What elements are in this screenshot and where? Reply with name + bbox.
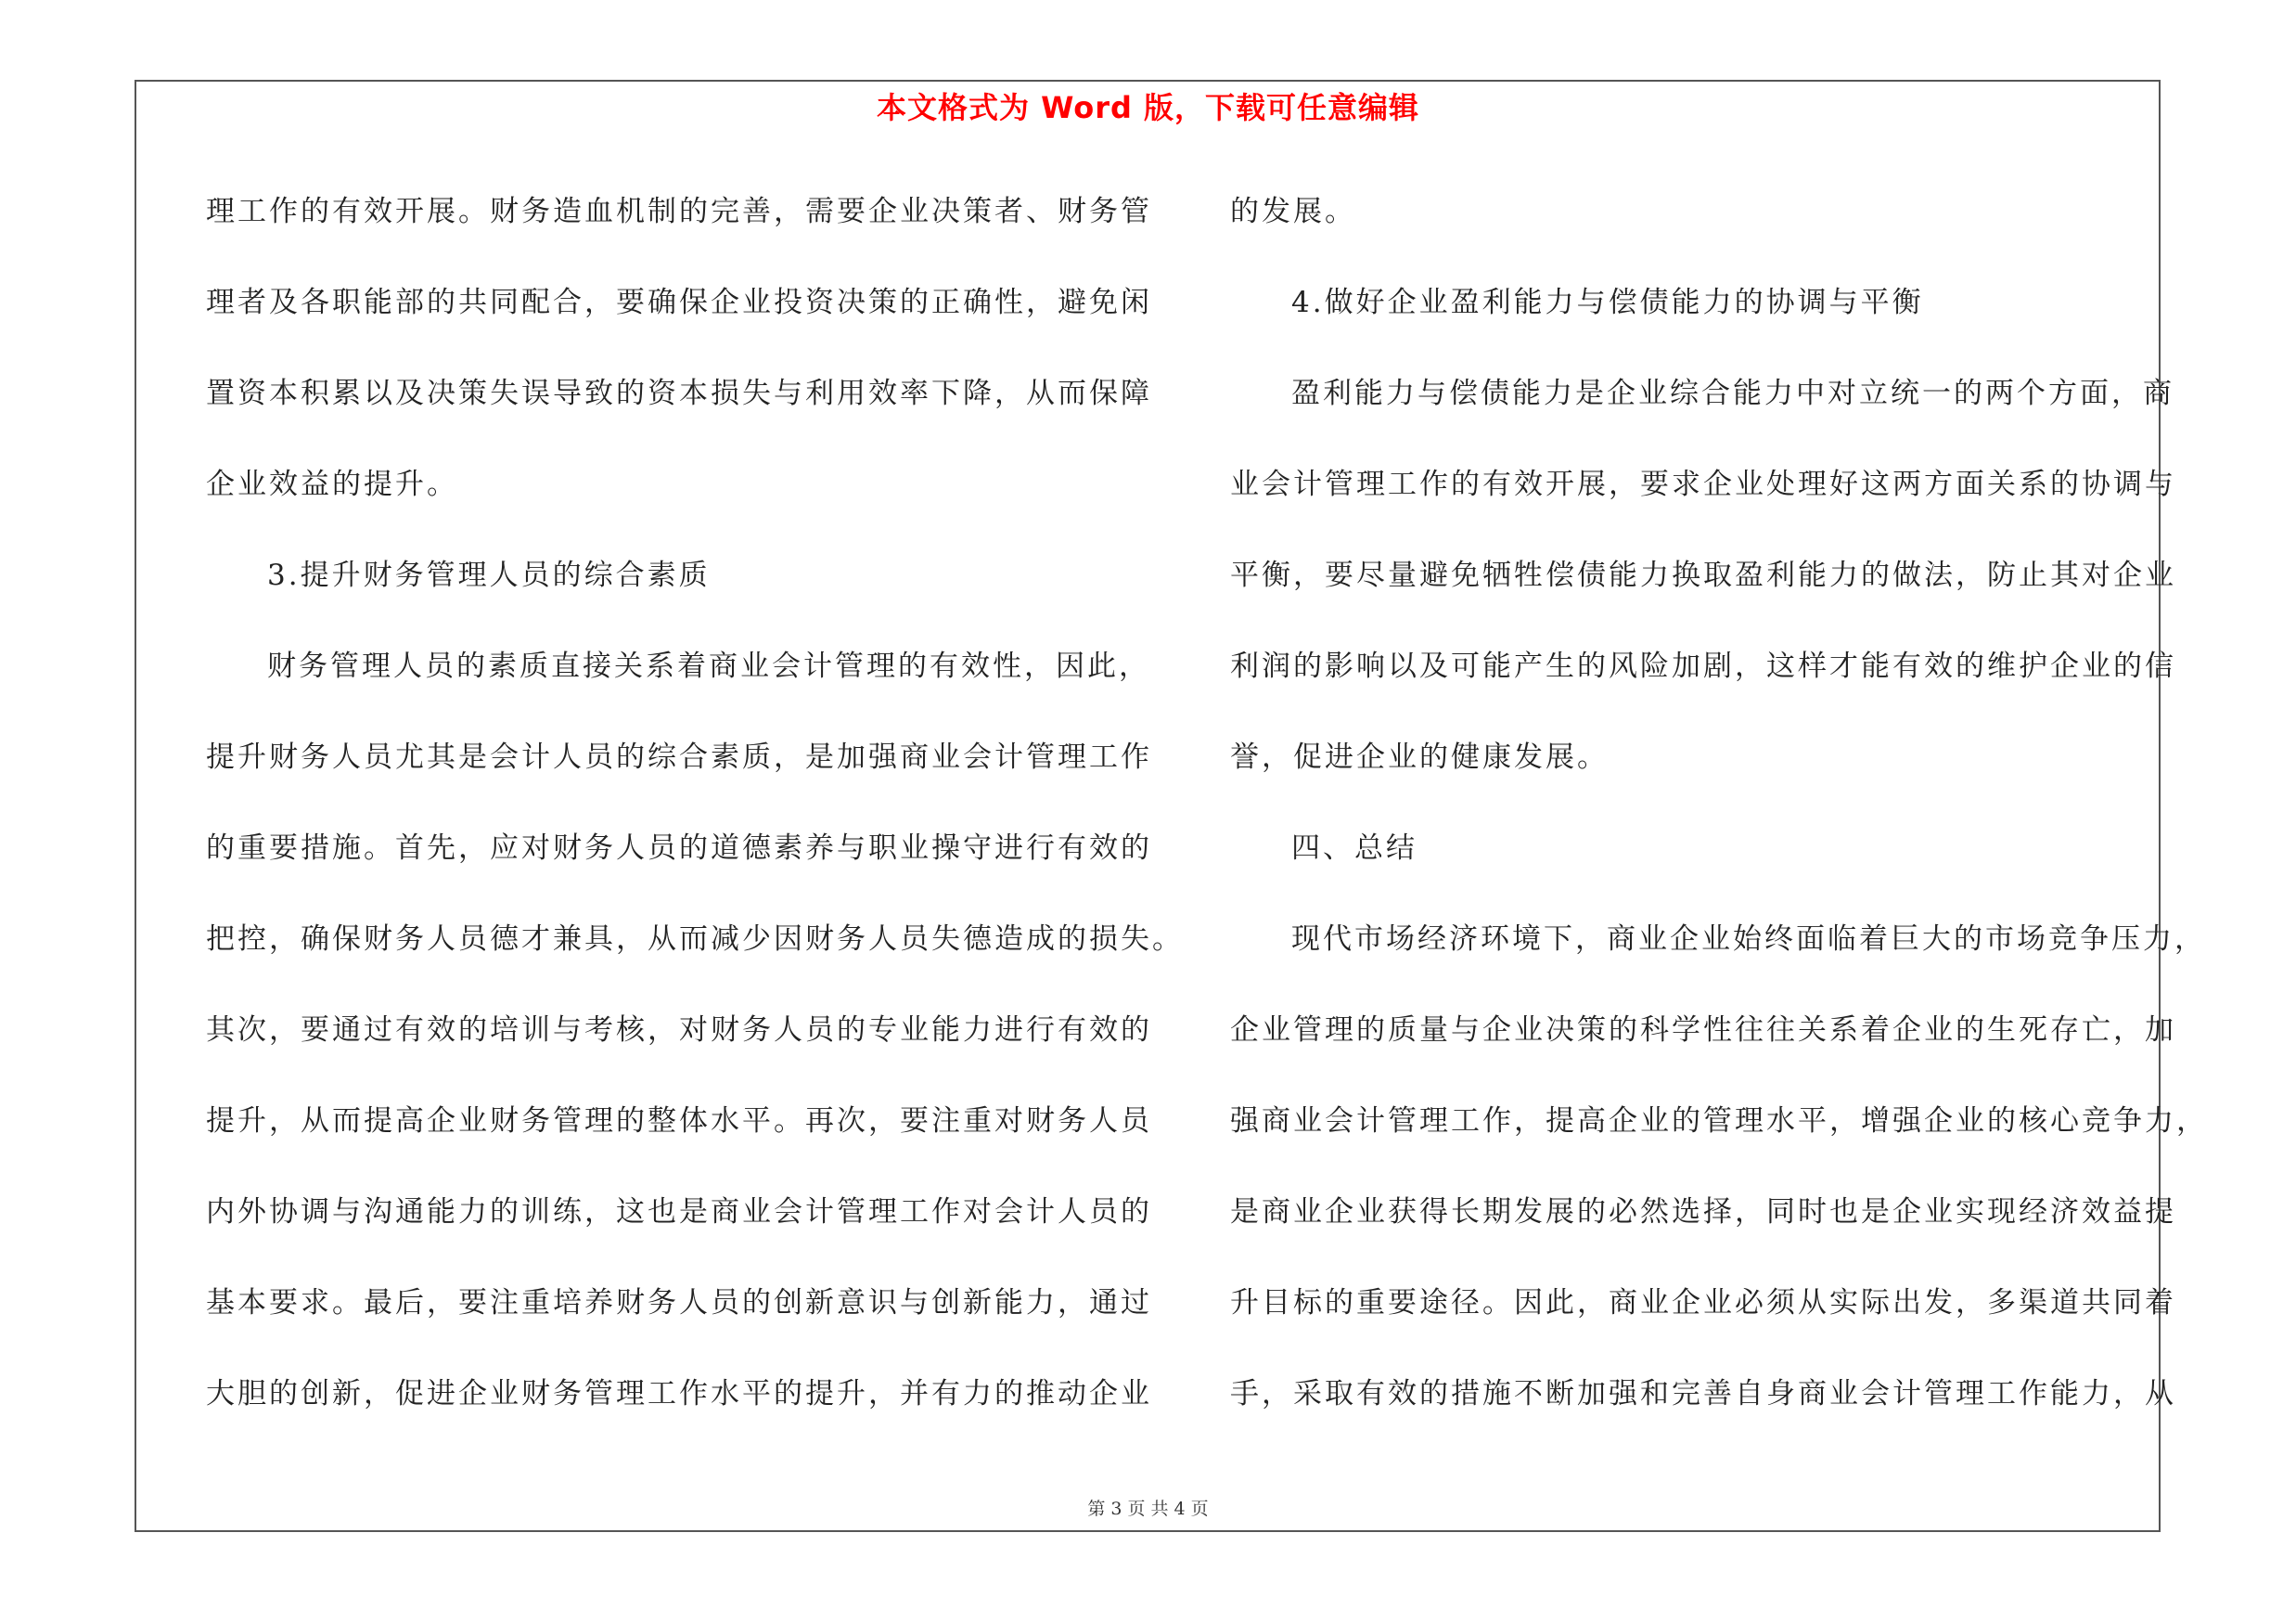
text-line: 的发展。 — [1230, 195, 1356, 228]
text-line: 升目标的重要途径。因此，商业企业必须从实际出发，多渠道共同着 — [1230, 1286, 2176, 1320]
text-line: 强商业会计管理工作，提高企业的管理水平，增强企业的核心竞争力， — [1230, 1104, 2208, 1138]
text-line: 业会计管理工作的有效开展，要求企业处理好这两方面关系的协调与 — [1230, 468, 2176, 501]
text-line: 其次，要通过有效的培训与考核，对财务人员的专业能力进行有效的 — [206, 1013, 1152, 1047]
text-line: 是商业企业获得长期发展的必然选择，同时也是企业实现经济效益提 — [1230, 1195, 2176, 1229]
page-number: 第 3 页 共 4 页 — [1087, 1499, 1209, 1519]
text-line: 的重要措施。首先，应对财务人员的道德素养与职业操守进行有效的 — [206, 831, 1152, 865]
text-line: 财务管理人员的素质直接关系着商业会计管理的有效性，因此， — [267, 650, 1150, 683]
text-line: 基本要求。最后，要注重培养财务人员的创新意识与创新能力，通过 — [206, 1286, 1152, 1320]
text-line: 提升，从而提高企业财务管理的整体水平。再次，要注重对财务人员 — [206, 1104, 1152, 1138]
text-line: 把控，确保财务人员德才兼具，从而减少因财务人员失德造成的损失。 — [206, 922, 1184, 956]
text-line: 企业效益的提升。 — [206, 468, 458, 501]
section-heading: 3.提升财务管理人员的综合素质 — [267, 559, 711, 592]
text-line: 提升财务人员尤其是会计人员的综合素质，是加强商业会计管理工作 — [206, 741, 1152, 774]
word-format-notice: 本文格式为 Word 版，下载可任意编辑 — [876, 90, 1420, 125]
text-line: 盈利能力与偿债能力是企业综合能力中对立统一的两个方面，商 — [1291, 377, 2174, 410]
text-line: 利润的影响以及可能产生的风险加剧，这样才能有效的维护企业的信 — [1230, 650, 2176, 683]
text-line: 平衡，要尽量避免牺牲偿债能力换取盈利能力的做法，防止其对企业 — [1230, 559, 2176, 592]
text-line: 企业管理的质量与企业决策的科学性往往关系着企业的生死存亡，加 — [1230, 1013, 2176, 1047]
text-line: 内外协调与沟通能力的训练，这也是商业会计管理工作对会计人员的 — [206, 1195, 1152, 1229]
text-line: 理工作的有效开展。财务造血机制的完善，需要企业决策者、财务管 — [206, 195, 1152, 228]
text-line: 手，采取有效的措施不断加强和完善自身商业会计管理工作能力，从 — [1230, 1377, 2176, 1410]
text-line: 誉，促进企业的健康发展。 — [1230, 741, 1609, 774]
section-heading: 四、总结 — [1291, 831, 1417, 865]
text-line: 理者及各职能部的共同配合，要确保企业投资决策的正确性，避免闲 — [206, 286, 1152, 319]
section-heading: 4.做好企业盈利能力与偿债能力的协调与平衡 — [1291, 286, 1924, 319]
left-column — [206, 185, 1184, 1458]
text-line: 大胆的创新，促进企业财务管理工作水平的提升，并有力的推动企业 — [206, 1377, 1152, 1410]
right-column — [1230, 185, 2208, 1458]
text-line: 现代市场经济环境下，商业企业始终面临着巨大的市场竞争压力， — [1291, 922, 2206, 956]
text-line: 置资本积累以及决策失误导致的资本损失与利用效率下降，从而保障 — [206, 377, 1152, 410]
